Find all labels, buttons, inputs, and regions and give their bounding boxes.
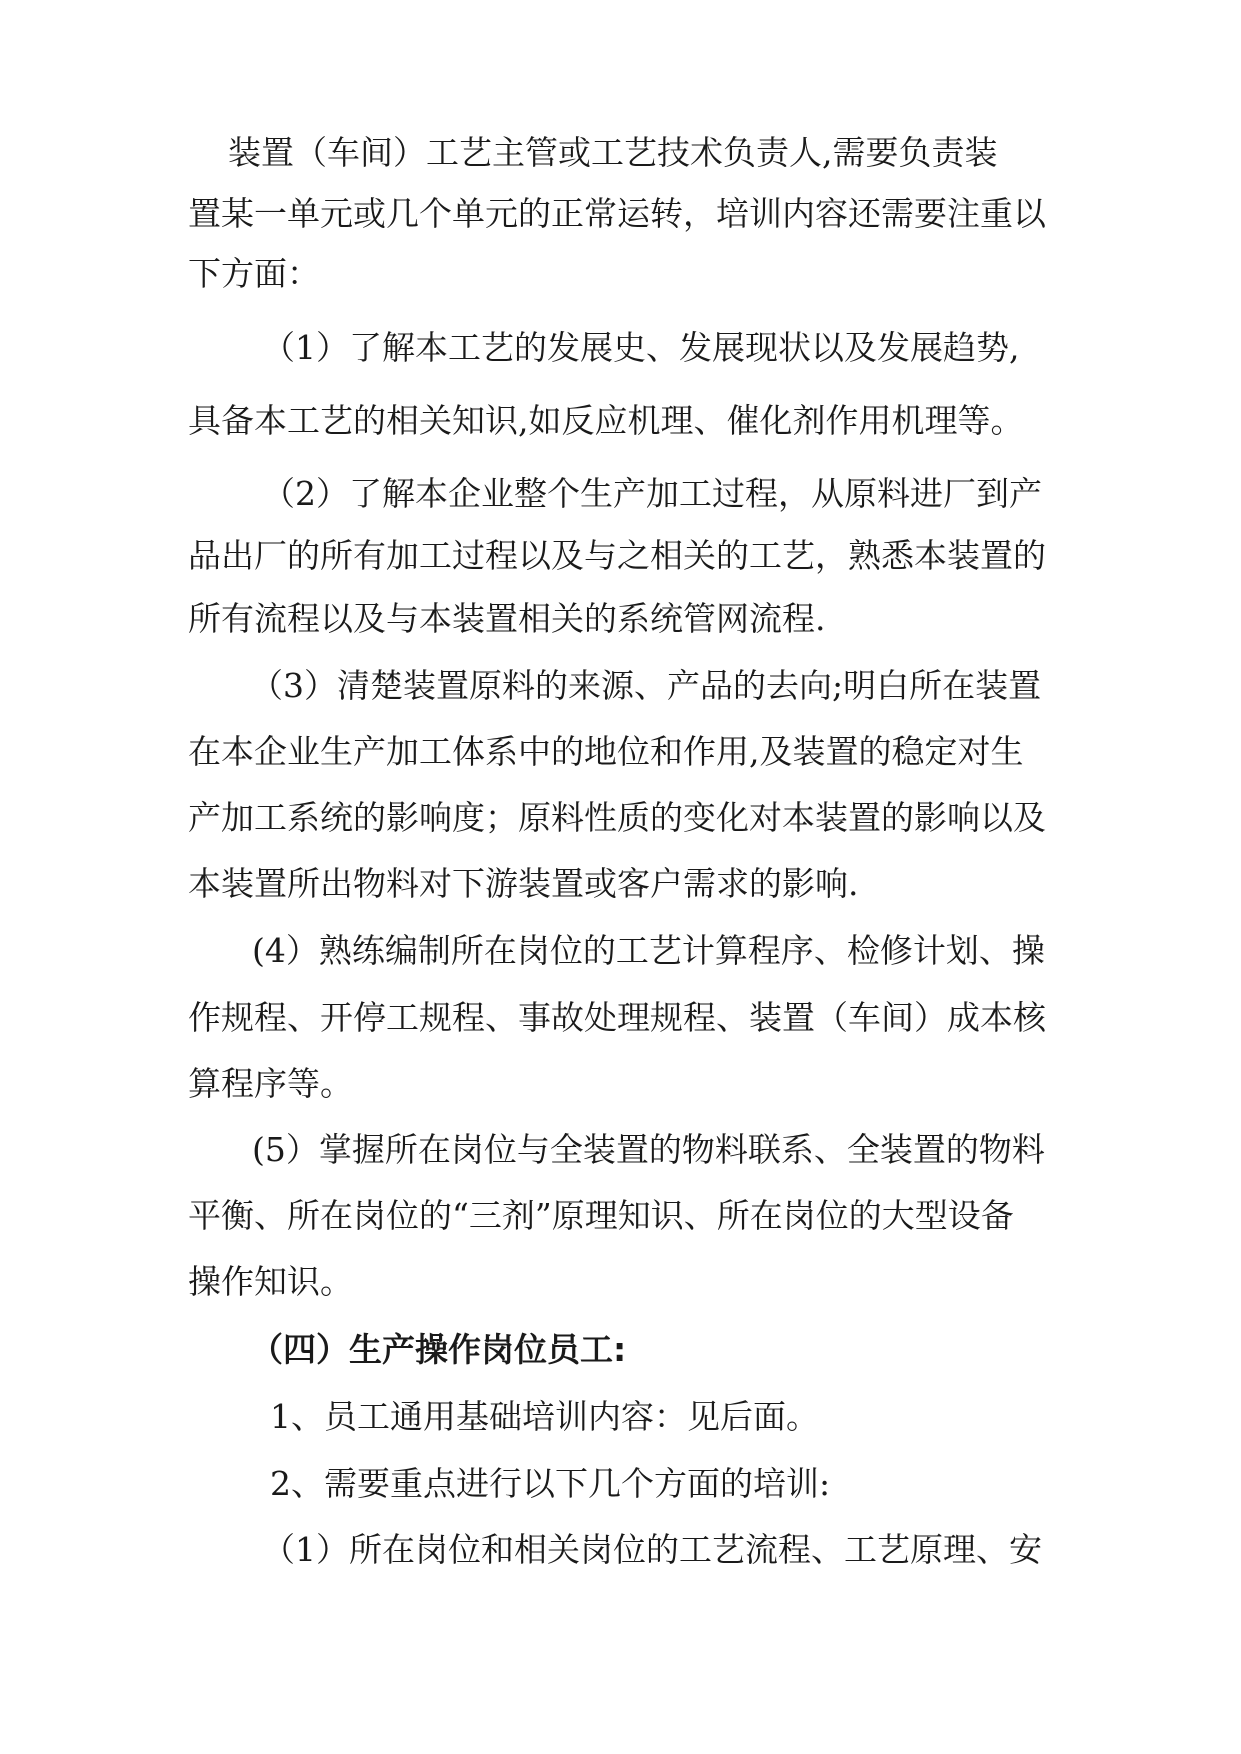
section-heading-four: （四）生产操作岗位员工:	[250, 1330, 627, 1369]
item-1-line-2: 具备本工艺的相关知识,如反应机理、催化剂作用机理等。	[188, 401, 1024, 440]
list-item-2: 2、需要重点进行以下几个方面的培训:	[270, 1464, 831, 1503]
paragraph-intro-line-1: 装置（车间）工艺主管或工艺技术负责人,需要负责装	[228, 133, 998, 172]
item-5-line-3: 操作知识。	[188, 1262, 353, 1301]
item-3-line-1: （3）清楚装置原料的来源、产品的去向;明白所在装置	[250, 666, 1042, 705]
item-4-line-3: 算程序等。	[188, 1064, 353, 1103]
list-item-1: 1、员工通用基础培训内容：见后面。	[270, 1397, 819, 1436]
item-2-line-2: 品出厂的所有加工过程以及与之相关的工艺，熟悉本装置的	[188, 536, 1046, 575]
item-5-line-1: (5）掌握所在岗位与全装置的物料联系、全装置的物料	[252, 1130, 1045, 1169]
item-3-line-2: 在本企业生产加工体系中的地位和作用,及装置的稳定对生	[188, 732, 1024, 771]
paragraph-intro-line-2: 置某一单元或几个单元的正常运转，培训内容还需要注重以	[188, 194, 1046, 233]
item-5-line-2: 平衡、所在岗位的“三剂”原理知识、所在岗位的大型设备	[188, 1196, 1014, 1235]
item-4-line-2: 作规程、开停工规程、事故处理规程、装置（车间）成本核	[188, 998, 1046, 1037]
item-3-line-3: 产加工系统的影响度；原料性质的变化对本装置的影响以及	[188, 798, 1046, 837]
item-4-line-1: (4）熟练编制所在岗位的工艺计算程序、检修计划、操	[252, 931, 1045, 970]
item-2-line-1: （2）了解本企业整个生产加工过程，从原料进厂到产	[262, 474, 1042, 513]
item-1-line-1: （1）了解本工艺的发展史、发展现状以及发展趋势,	[262, 328, 1020, 367]
item-2-line-3: 所有流程以及与本装置相关的系统管网流程.	[188, 599, 826, 638]
paragraph-intro-line-3: 下方面：	[188, 254, 320, 293]
sub-item-1-line-1: （1）所在岗位和相关岗位的工艺流程、工艺原理、安	[262, 1530, 1042, 1569]
item-3-line-4: 本装置所出物料对下游装置或客户需求的影响.	[188, 864, 859, 903]
